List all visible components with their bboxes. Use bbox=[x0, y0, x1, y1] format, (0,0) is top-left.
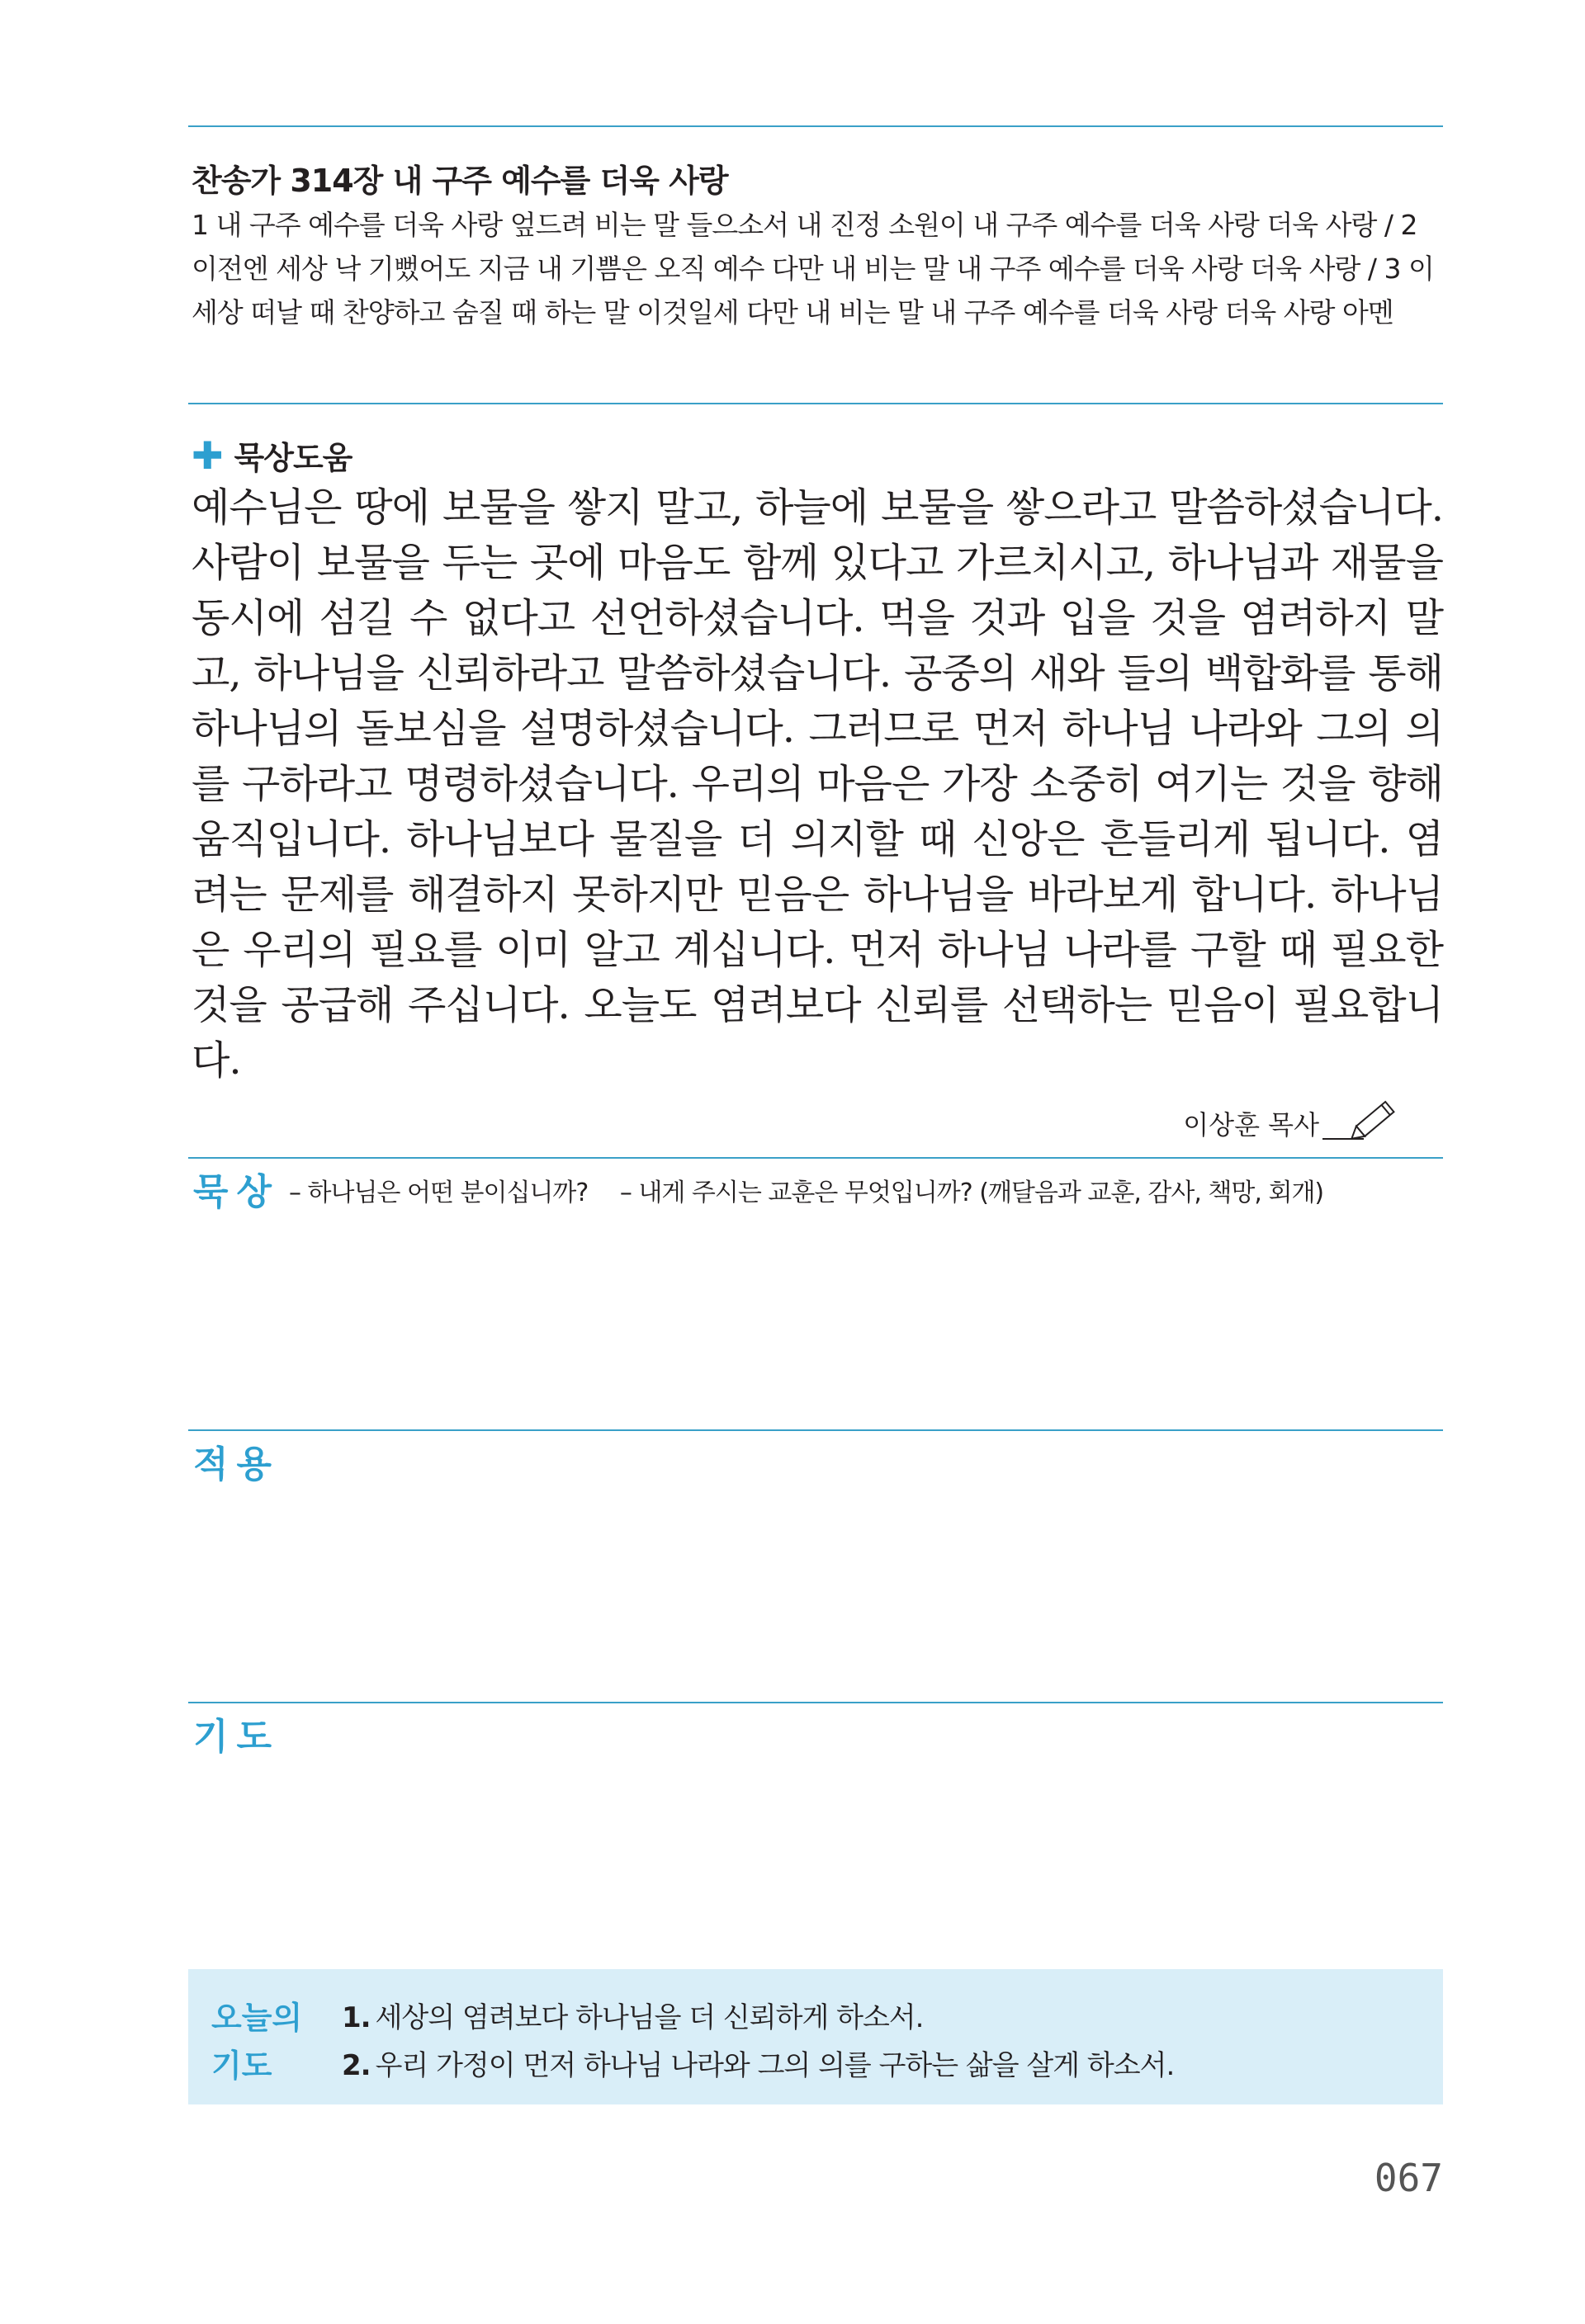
ponder-divider bbox=[188, 1157, 1443, 1159]
hymn-lyrics: 1 내 구주 예수를 더욱 사랑 엎드려 비는 말 들으소서 내 진정 소원이 내 구주 예수를 더욱 사랑 더욱 사랑 / 2 이전엔 세상 낙 기뻤어도 지금 내 기쁨은 오직 예수 다만 내 비는 말 내 구주 예수를 더욱 사랑 더욱 사랑 / 3 이 세상 떠날 때 찬양하고 숨질 때 하는 말 이것일세 다만 내 비는 말 내 구주 예수를 더욱 사랑 더욱 사랑 아멘 bbox=[192, 209, 1434, 328]
ponder-question-2: – 내게 주시는 교훈은 무엇입니까? (깨달음과 교훈, 감사, 책망, 회개) bbox=[619, 1179, 1324, 1207]
pray-label: 기도 bbox=[193, 1716, 281, 1758]
author-name: 이상훈 목사 bbox=[1183, 1109, 1319, 1141]
top-divider bbox=[188, 125, 1443, 127]
apply-label: 적용 bbox=[193, 1443, 281, 1486]
apply-divider bbox=[188, 1429, 1443, 1431]
author-signature bbox=[1183, 1091, 1402, 1142]
ponder-label: 묵상 bbox=[193, 1171, 281, 1213]
today-prayer-box bbox=[188, 1969, 1443, 2104]
hymn-title: 찬송가 314장 내 구주 예수를 더욱 사랑 bbox=[192, 163, 728, 199]
prayer-item: 2. 우리 가정이 먼저 하나님 나라와 그의 의를 구하는 삶을 살게 하소서. bbox=[342, 2049, 1175, 2082]
ponder-question-1: – 하나님은 어떤 분이십니까? bbox=[289, 1179, 589, 1207]
page-number: 067 bbox=[1374, 2156, 1443, 2200]
pray-divider bbox=[188, 1702, 1443, 1703]
ponder-questions bbox=[289, 1172, 1348, 1208]
pencil-icon bbox=[1322, 1091, 1402, 1142]
hymn-divider bbox=[188, 403, 1443, 404]
meditation-help-body: 예수님은 땅에 보물을 쌓지 말고, 하늘에 보물을 쌓으라고 말씀하셨습니다. 사람이 보물을 두는 곳에 마음도 함께 있다고 가르치시고, 하나님과 재물을 동시에 섬길 수 없다고 선언하셨습니다. 먹을 것과 입을 것을 염려하지 말고, 하나님을 신뢰하라고 말씀하셨습니다. 공중의 새와 들의 백합화를 통해 하나님의 돌보심을 설명하셨습니다. 그러므로 먼저 하나님 나라와 그의 의를 구하라고 명령하셨습니다. 우리의 마음은 가장 소중히 여기는 것을 향해 움직입니다. 하나님보다 물질을 더 의지할 때 신앙은 흔들리게 됩니다. 염려는 문제를 해결하지 못하지만 믿음은 하나님을 바라보게 합니다. 하나님은 우리의 필요를 이미 알고 계십니다. 먼저 하나님 나라를 구할 때 필요한 것을 공급해 주십니다. 오늘도 염려보다 신뢰를 선택하는 믿음이 필요합니다. bbox=[192, 484, 1443, 1084]
meditation-help-title: 묵상도움 bbox=[234, 440, 352, 476]
today-prayer-label: 오늘의 기도 bbox=[211, 2000, 303, 2084]
meditation-help-heading bbox=[192, 432, 352, 478]
today-prayer-list bbox=[342, 1994, 1174, 2090]
plus-icon: ✚ bbox=[192, 432, 223, 478]
prayer-item: 1. 세상의 염려보다 하나님을 더 신뢰하게 하소서. bbox=[342, 2001, 924, 2034]
